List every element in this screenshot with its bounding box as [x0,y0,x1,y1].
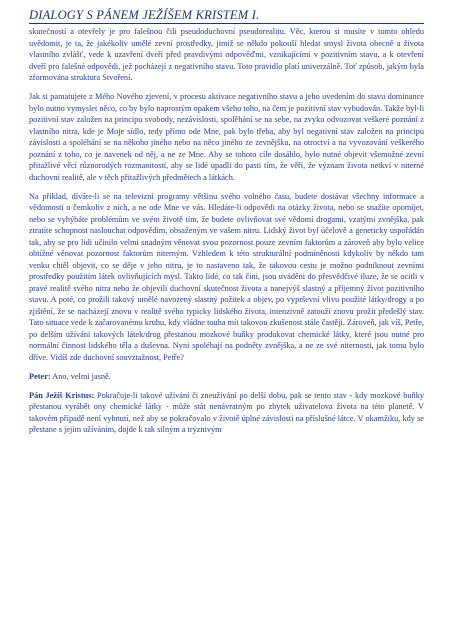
dialogue-text: Ano, velmi jasně. [52,371,111,381]
paragraph [29,26,424,84]
running-header: DIALOGY S PÁNEM JEŽÍŠEM KRISTEM I. [29,8,424,24]
speaker-label: Pán Ježíš Kristus: [29,390,95,400]
dialogue-text: Pokračuje-li takové užívání či zneužívání po delší dobu, pak se tento stav - kdy mozkové buňky přestanou vyrábět ony chemické látky - může stát nenávratným po zbytek uživatelova života na této planetě. V takovém případě není vyhnutí, než aby se pokračovalo v životě úplné závislosti na příslušné látce. V okamžiku, kdy se přestane s jejím užíváním, dojde k tak silným a trýznivým [29,390,424,435]
paragraph-text: skutečností a otevřely je pro falešnou čili pseudoduchovní pseudorealitu. Věc, kterou si musíte v tomto ohledu uvědomit, je ta, že jakékoliv umělé zevní prostředky, jimiž se někdo pokouší hledat smysl života obecně a života vlastního zvlášť, vede k uzavření dveří před pravdivými odpověďmi, vznikajícími v pozitivním stavu, a k otevření dveří pro falešné odpovědi, jež pocházejí z negativního stavu. Toto pravidlo platí univerzálně. Toť způsob, jakým byla zformována struktura Stvoření. [29,27,424,82]
document-body [29,26,424,436]
paragraph-text: Na příklad, díváte-li se na televizní programy většinu svého volného času, budete dostávat všechny informace a vědomosti o čemkoliv z nich, a ne ode Mne ve vás. Hledáte-li odpovědi na otázky života, nebo se snažíte opomíjet, nebo se vyhýbáte problémům ve svém životě tím, že budete ovlivňovat své vědomí drogami, vzatými zvnějška, pak ztratíte schopnost naslouchat odpovědím, obsaženým ve vašem nitru. Lidský život byl účelově a geneticky uspořádán tak, aby se pro lidi učinilo velmi snadným věnovat svou pozornost pouze zevním faktorům a zároveň aby bylo velice obtížné věnovat pozornost faktorům niterným. Vzhledem k této strukturální podmíněnosti kdykoliv by někdo tam venku chtěl objevit, co se děje v jeho nitru, je to nastaveno tak, že takovou cestu je možno podniknout zevními prostředky použitím látek ovlivňujících mysl. Takto lidé, co tak činí, jsou uváděni do přesvědčivé iluze, že se ocitli v pravé realitě svého nitra nebo že objevili duchovní skutečnost života a nanejvýš slastný a příjemný život pozitivního stavu. A poté, co prožili takový umělé navozený slastný požitek a objev, po vyprševní vlivu použité látky/drogy a po zjištění, že se nacházejí znovu v realitě svého typicky lidského života, intenzivně zatouží znovu prožít předešlý stav. Tato situace vede k začarovanému kruhu, kdy vládne touha mít takovou zkušenost stále častěji. Zároveň, jak víš, Petře, po delším užívání takových látek/drog přestanou mozkové buňky produkovat chemické látky, které jsou nutné pro normální činnost lidského těla a duševna. Nyní spoléhají na podněty zvnějška, a ne ze své niternosti, jak tomu bylo dříve. Vidíš zde duchovní souvztažnost, Petře? [29,191,424,362]
dialogue-line-jesus [29,390,424,436]
paragraph-text: Jak si pamatujete z Mého Nového zjevení, v procesu aktivace negativního stavu a jeho uvedením do stavu dominance bylo nutno vymyslet něco, co by bylo naprostým opakem všeho toho, na čem je pozitivní stav vybudován. Takže byl-li pozitivní stav založen na principu svobody, nezávislosti, spolěhání se na sebe, na zvyku odvozovat veškeré poznání z vlastního nitra, kde je Moje sídlo, tedy přímo ode Mne, pak bylo třeba, aby byl negativní stav založen na principu závislosti a spoléhání se na někoho jiného nebo na něco jiného ze zevnějšku, na otroctví a na vyvozování veškerého poznání z toho, co je navenek od něj, a ne ze Mne. Aby se tohoto cíle dosáhlo, bylo nutné objevit všemožné zevní přitažlivé věci různorodých rozmanitostí, aby se lidé upadli do pasti tím, že věří, že význam života netkví v niterné duchovní realitě, ale v těch přitažlivých předmětech a látkách. [29,92,424,182]
dialogue-line-peter [29,371,424,383]
paragraph [29,191,424,364]
speaker-label: Peter: [29,371,51,381]
paragraph [29,91,424,183]
